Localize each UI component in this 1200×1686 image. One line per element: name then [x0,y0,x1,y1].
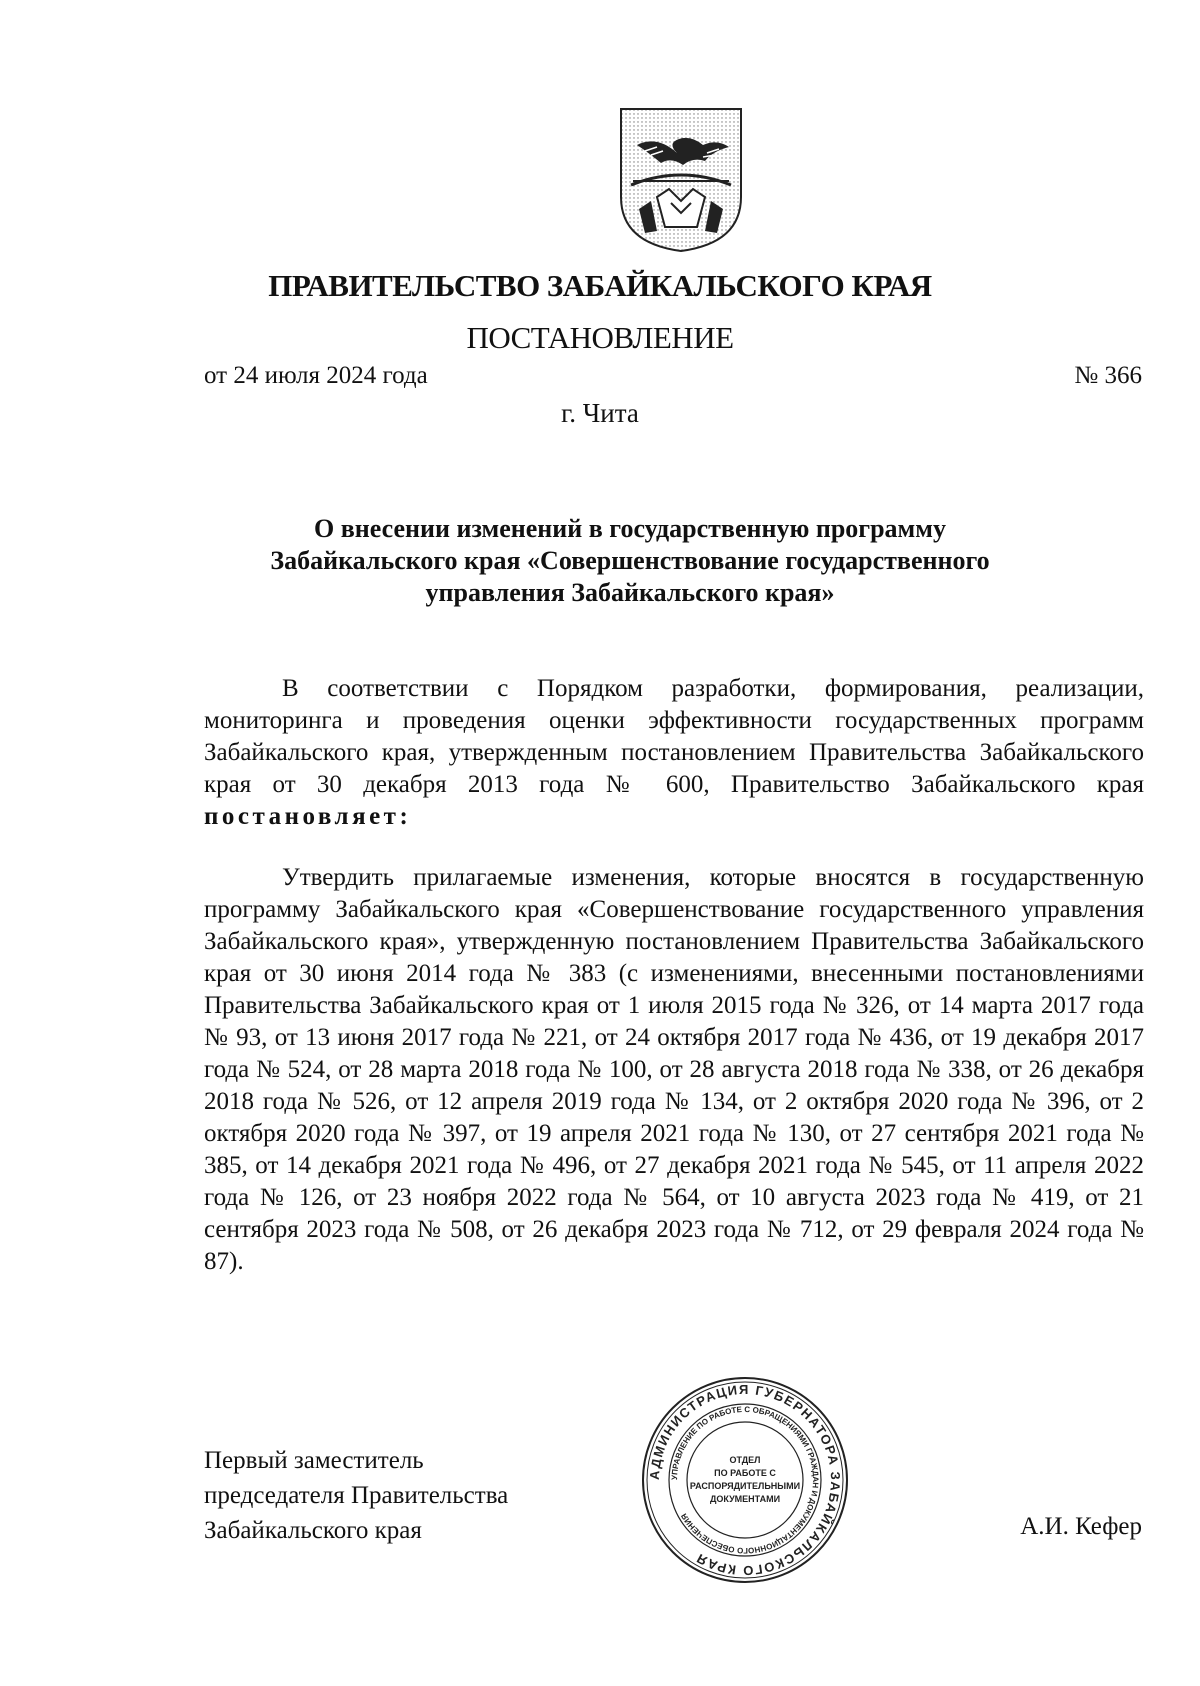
document-number: № 366 [1074,362,1142,389]
document-title: О внесении изменений в государственную программу Забайкальского края «Совершенствование государственного управления Забайкальского края» [270,514,990,607]
stamp-inner-ring-text: УПРАВЛЕНИЕ ПО РАБОТЕ С ОБРАЩЕНИЯМИ ГРАЖДАН И ДОКУМЕНТАЦИОННОГО ОБЕСПЕЧЕНИЯ [669,1404,821,1556]
official-stamp [640,1375,850,1585]
coat-of-arms-icon [617,105,745,255]
signatory-name: А.И. Кефер [1020,1513,1142,1540]
position-line-3: Забайкальского края [204,1517,422,1544]
organization-name: ПРАВИТЕЛЬСТВО ЗАБАЙКАЛЬСКОГО КРАЯ [268,268,932,303]
stamp-outer-text: АДМИНИСТРАЦИЯ ГУБЕРНАТОРА ЗАБАЙКАЛЬСКОГО КРАЯ [646,1381,844,1579]
resolution-keyword: постановляет: [204,803,412,830]
stamp-center-line-4: ДОКУМЕНТАМИ [709,1494,781,1504]
paragraph-1-text: В соответствии с Порядком разработки, формирования, реализации, мониторинга и проведения оценки эффективности государственных программ Забайкальского края, утвержденным постановлением Правительства Забайкальского края от 30 декабря 2013 года № 600, Правительство Забайкальского края [204,675,1144,798]
body-paragraph-1 [204,673,1144,833]
position-line-2: председателя Правительства [204,1482,509,1509]
position-line-1: Первый заместитель [204,1447,424,1474]
document-date: от 24 июля 2024 года [204,362,428,389]
stamp-center-line-2: ПО РАБОТЕ С [714,1468,776,1478]
signatory-position [204,1443,508,1548]
document-type: ПОСТАНОВЛЕНИЕ [466,320,734,355]
svg-text:УПРАВЛЕНИЕ ПО РАБОТЕ С ОБРАЩЕН [670,1405,820,1555]
document-city: г. Чита [561,398,639,428]
stamp-center-line-1: ОТДЕЛ [729,1455,761,1465]
body-paragraph-2: Утвердить прилагаемые изменения, которые вносятся в государственную программу Забайкальского края «Совершенствование государственного управления Забайкальского края», утвержденную постановлением Правительства Забайкальского края от 30 июня 2014 года № 383 (с изменениями, внесенными постановлениями Правительства Забайкальского края от 1 июля 2015 года № 326, от 14 марта 2017 года № 93, от 13 июня 2017 года № 221, от 24 октября 2017 года № 436, от 19 декабря 2017 года № 524, от 28 марта 2018 года № 100, от 28 августа 2018 года № 338, от 26 декабря 2018 года № 526, от 12 апреля 2019 года № 134, от 2 октября 2020 года № 396, от 2 октября 2020 года № 397, от 19 апреля 2021 года № 130, от 27 сентября 2021 года № 385, от 14 декабря 2021 года № 496, от 27 декабря 2021 года № 545, от 11 апреля 2022 года № 126, от 23 ноября 2022 года № 564, от 10 августа 2023 года № 419, от 21 сентября 2023 года № 508, от 26 декабря 2023 года № 712, от 29 февраля 2024 года № 87). [204,864,1144,1275]
stamp-center-line-3: РАСПОРЯДИТЕЛЬНЫМИ [689,1481,801,1491]
